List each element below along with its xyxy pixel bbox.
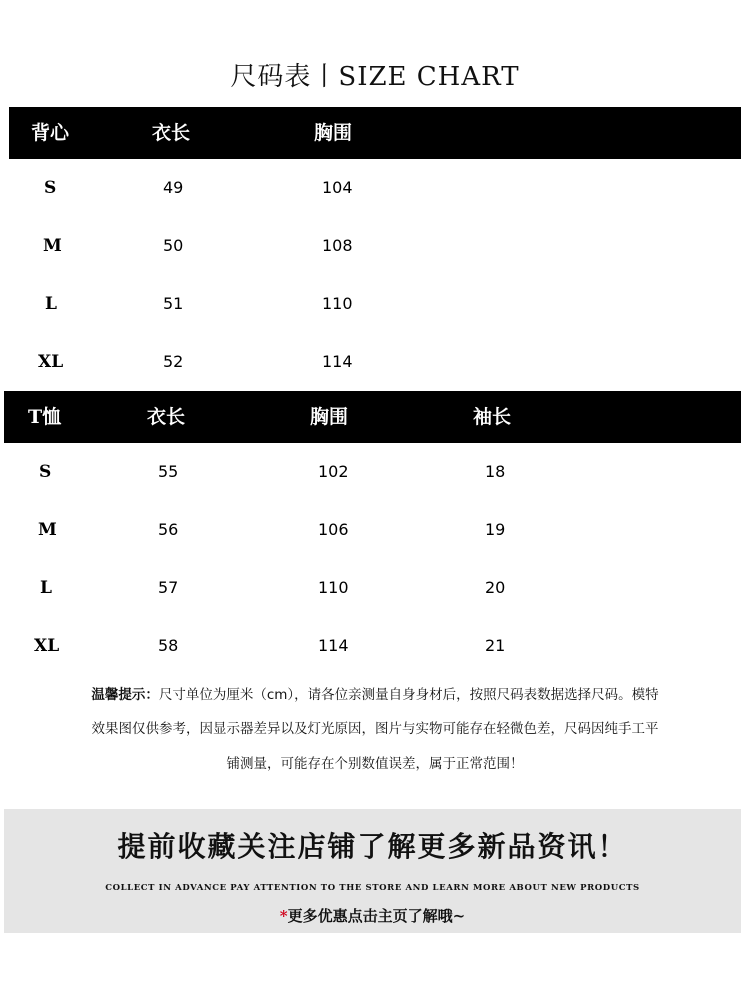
- banner-english-subtitle: COLLECT IN ADVANCE PAY ATTENTION TO THE STORE AND LEARN MORE ABOUT NEW PRODUCTS: [105, 883, 640, 893]
- size-label: XL: [34, 636, 60, 656]
- chest-value: 114: [318, 636, 349, 655]
- length-value: 52: [163, 352, 184, 371]
- chest-value: 110: [318, 578, 349, 597]
- table-row: [0, 333, 750, 391]
- tshirt-table-header: [4, 391, 741, 443]
- vest-table-header: [9, 107, 741, 159]
- asterisk-icon: *: [279, 907, 288, 925]
- tshirt-header-chest: 胸围: [310, 406, 349, 428]
- length-value: 51: [163, 294, 184, 313]
- vest-header-type: 背心: [31, 122, 70, 144]
- table-row: [0, 443, 750, 501]
- size-note-line-2: 效果图仅供参考，因显示器差异以及灯光原因，图片与实物可能存在轻微色差，尺码因纯手工平: [91, 721, 659, 737]
- page-title: 尺码表丨SIZE CHART: [230, 62, 520, 92]
- size-label: M: [43, 236, 62, 256]
- size-label: S: [39, 462, 52, 482]
- size-label: L: [40, 578, 52, 598]
- length-value: 56: [158, 520, 179, 539]
- note-text-1: 尺寸单位为厘米（cm），请各位亲测量自身身材后，按照尺码表数据选择尺码。模特: [158, 687, 659, 703]
- sleeve-value: 19: [485, 520, 506, 539]
- table-row: [0, 559, 750, 617]
- tshirt-header-length: 衣长: [147, 406, 186, 428]
- chest-value: 108: [322, 236, 353, 255]
- tshirt-header-type: T恤: [28, 406, 62, 428]
- tshirt-header-sleeve: 袖长: [473, 406, 512, 428]
- chest-value: 104: [322, 178, 353, 197]
- table-row: [0, 217, 750, 275]
- chest-value: 106: [318, 520, 349, 539]
- sleeve-value: 18: [485, 462, 506, 481]
- size-label: S: [44, 178, 57, 198]
- size-label: L: [45, 294, 57, 314]
- size-label: XL: [38, 352, 64, 372]
- length-value: 50: [163, 236, 184, 255]
- table-row: [0, 275, 750, 333]
- chest-value: 110: [322, 294, 353, 313]
- banner-title: 提前收藏关注店铺了解更多新品资讯！: [117, 830, 628, 863]
- length-value: 58: [158, 636, 179, 655]
- length-value: 55: [158, 462, 179, 481]
- size-note-line-1: [0, 683, 750, 703]
- banner-cta-text: 更多优惠点击主页了解哦~: [287, 907, 466, 925]
- table-row: [0, 617, 750, 675]
- table-row: [0, 501, 750, 559]
- chest-value: 114: [322, 352, 353, 371]
- sleeve-value: 21: [485, 636, 506, 655]
- size-label: M: [38, 520, 57, 540]
- length-value: 57: [158, 578, 179, 597]
- chest-value: 102: [318, 462, 349, 481]
- banner-cta: [4, 905, 741, 926]
- table-row: [0, 159, 750, 217]
- vest-header-chest: 胸围: [314, 122, 353, 144]
- sleeve-value: 20: [485, 578, 506, 597]
- promo-banner: [4, 809, 741, 933]
- size-note-line-3: 铺测量，可能存在个别数值误差，属于正常范围！: [226, 756, 524, 772]
- length-value: 49: [163, 178, 184, 197]
- vest-header-length: 衣长: [152, 122, 191, 144]
- note-label: 温馨提示：: [91, 687, 159, 703]
